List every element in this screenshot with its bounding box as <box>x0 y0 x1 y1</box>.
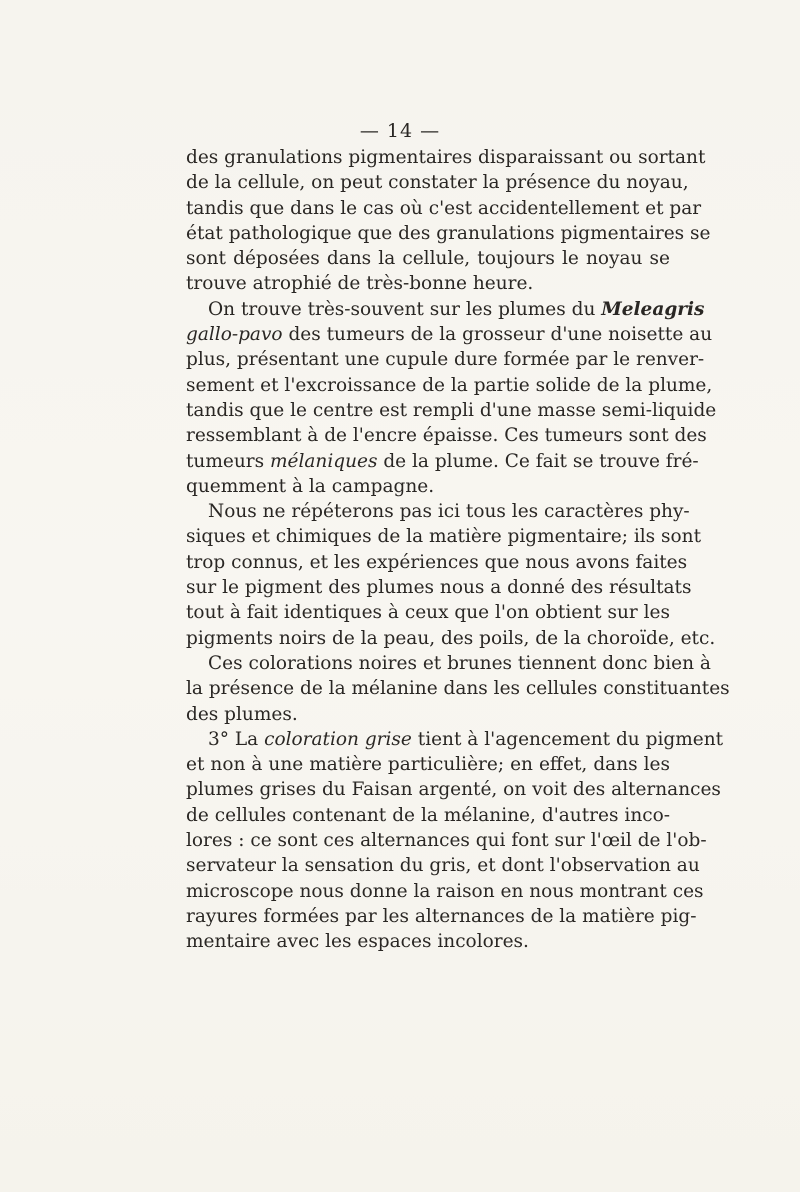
text-line: trouve atrophié de très-bonne heure. <box>186 273 534 295</box>
text-line <box>186 449 699 474</box>
text-line: état pathologique que des granulations pigmentaires se <box>186 222 711 244</box>
text-line: sur le pigment des plumes nous a donné des résultats <box>186 577 692 599</box>
text-line: Nous ne répéterons pas ici tous les caractères phy- <box>208 501 690 523</box>
text-line: la présence de la mélanine dans les cellules constituantes <box>186 678 730 700</box>
text-span: tient à l'agencement du pigment <box>411 728 724 750</box>
text-line: Ces colorations noires et brunes tiennent donc bien à <box>208 652 711 674</box>
text-line: pigments noirs de la peau, des poils, de la choroïde, etc. <box>186 627 716 649</box>
text-line <box>186 727 724 752</box>
text-line: ressemblant à de l'encre épaisse. Ces tumeurs sont des <box>186 425 707 447</box>
body-text <box>186 145 730 955</box>
text-line: tout à fait identiques à ceux que l'on obtient sur les <box>186 602 670 624</box>
text-line: de cellules contenant de la mélanine, d'autres inco- <box>186 804 670 826</box>
text-line: microscope nous donne la raison en nous montrant ces <box>186 880 704 902</box>
text-line: de la cellule, on peut constater la présence du noyau, <box>186 172 689 194</box>
text-span: On trouve très-souvent sur les plumes du <box>208 298 602 320</box>
text-line: tandis que dans le cas où c'est accidentellement et par <box>186 197 702 219</box>
text-line: siques et chimiques de la matière pigmentaire; ils sont <box>186 526 702 548</box>
text-line <box>186 297 705 322</box>
text-line: plus, présentant une cupule dure formée par le renver- <box>186 349 705 371</box>
text-line: mentaire avec les espaces incolores. <box>186 931 529 953</box>
text-span: tumeurs <box>186 450 270 472</box>
text-line: plumes grises du Faisan argenté, on voit des alternances <box>186 779 721 801</box>
italic-term: coloration grise <box>264 728 412 750</box>
text-line: rayures formées par les alternances de la matière pig- <box>186 905 697 927</box>
text-span: des tumeurs de la grosseur d'une noisette au <box>282 324 713 346</box>
text-span: 3° La <box>208 728 265 750</box>
text-line: tandis que le centre est rempli d'une masse semi-liquide <box>186 399 717 421</box>
text-line: sement et l'excroissance de la partie solide de la plume, <box>186 374 713 396</box>
text-line: quemment à la campagne. <box>186 475 435 497</box>
text-line: des plumes. <box>186 703 298 725</box>
species-name: Meleagris <box>601 298 705 320</box>
text-line <box>186 322 713 347</box>
italic-term: mélaniques <box>269 450 378 472</box>
text-line: sont déposées dans la cellule, toujours le noyau se <box>186 248 670 270</box>
species-name: gallo-pavo <box>186 324 283 346</box>
text-line: trop connus, et les expériences que nous avons faites <box>186 551 688 573</box>
page-number: — 14 — <box>359 120 441 142</box>
text-line: lores : ce sont ces alternances qui font sur l'œil de l'ob- <box>186 830 707 852</box>
text-span: de la plume. Ce fait se trouve fré- <box>377 450 699 472</box>
text-line: et non à une matière particulière; en effet, dans les <box>186 754 670 776</box>
text-line: des granulations pigmentaires disparaissant ou sortant <box>186 147 706 168</box>
text-line: servateur la sensation du gris, et dont l'observation au <box>186 855 700 877</box>
